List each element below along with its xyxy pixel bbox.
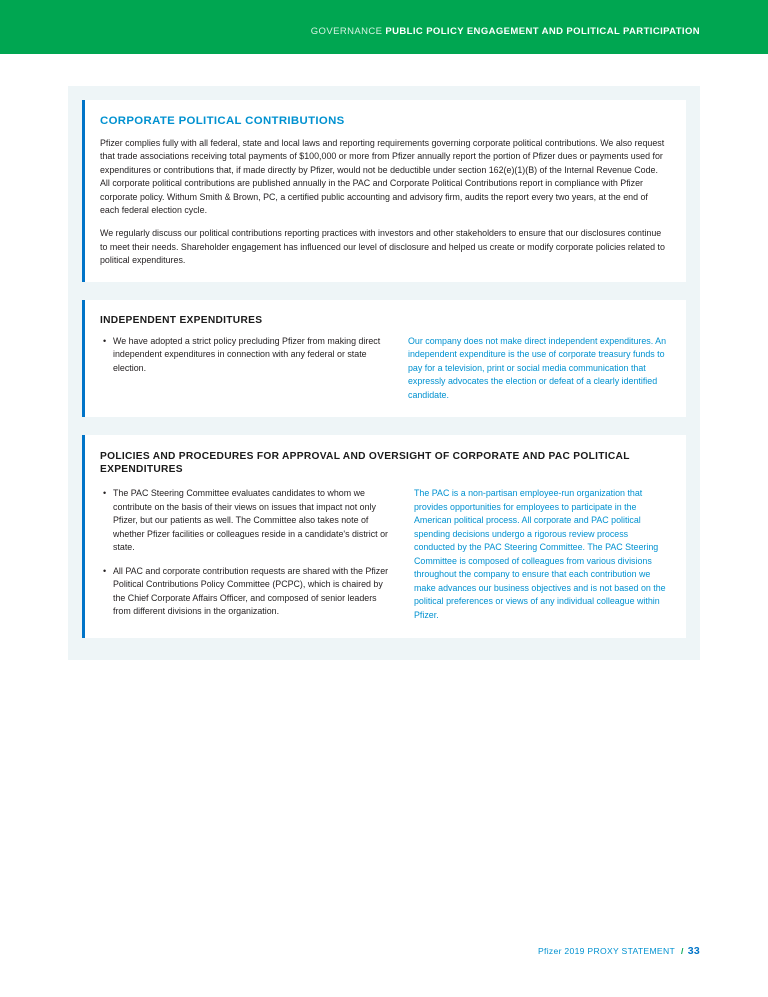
footer-separator: / — [681, 946, 684, 956]
card-title-contributions: CORPORATE POLITICAL CONTRIBUTIONS — [100, 115, 345, 127]
expenditures-columns — [100, 335, 668, 403]
header-breadcrumb — [311, 26, 700, 37]
contributions-paragraph-2: We regularly discuss our political contributions reporting practices with investors and other stakeholders to ensure that our disclosures continue to meet their needs. Shareholder engagement has influenced our level of disclosure and helped us create or modify corporate policies related to political expenditures. — [100, 228, 665, 266]
card-corporate-political-contributions — [82, 100, 686, 282]
expenditures-aside-text: Our company does not make direct independent expenditures. An independent expenditure is the use of corporate treasury funds to pay for a television, print or social media communication that expressly advocates the election or defeat of a clearly identified candidate. — [408, 335, 667, 400]
policies-bullet-list — [100, 487, 392, 619]
expenditures-bullets-column — [100, 335, 382, 376]
expenditures-aside-column — [408, 335, 668, 403]
card-accent-bar — [82, 300, 85, 417]
footer-page-number: 33 — [687, 945, 700, 957]
contributions-paragraph-1: Pfizer complies fully with all federal, state and local laws and reporting requirements governing corporate political contributions. We also request that trade associations receiving total payments of $100,000 or more from Pfizer annually report the portion of Pfizer dues or payments used for expenditures or contributions that, if made directly by Pfizer, would not be deductible under section 162(e)(1)(B) of the Internal Revenue Code. All corporate political contributions are published annually in the PAC and Corporate Political Contributions report in compliance with Pfizer corporate policy. Withum Smith & Brown, PC, a certified public accounting and advisory firm, audits the report every two years, at the end of each federal election cycle. — [100, 137, 665, 216]
card-independent-expenditures — [82, 300, 686, 417]
content-inner — [68, 86, 700, 660]
header-title: PUBLIC POLICY ENGAGEMENT AND POLITICAL PARTICIPATION — [385, 26, 700, 37]
card-title-independent-expenditures: INDEPENDENT EXPENDITURES — [100, 314, 263, 326]
list-item: • We have adopted a strict policy precluding Pfizer from making direct independent expenditures in connection with any federal or state election. — [113, 335, 382, 376]
expenditures-bullet-list — [100, 335, 382, 376]
footer-document-label: Pfizer 2019 PROXY STATEMENT — [537, 946, 676, 956]
list-item: • The PAC Steering Committee evaluates candidates to whom we contribute on the basis of their views on issues that impact not only Pfizer, but our patients as well. The Committee also takes note of whether Pfizer facilities or colleagues reside in a candidate's district or state. — [113, 487, 392, 555]
page-footer — [538, 945, 700, 957]
policies-columns — [100, 487, 668, 622]
content-panel — [68, 86, 700, 660]
card-title-policies: POLICIES AND PROCEDURES FOR APPROVAL AND OVERSIGHT OF CORPORATE AND PAC POLITICAL EXPENDITURES — [100, 450, 630, 475]
policies-bullets-column — [100, 487, 392, 619]
list-item: • All PAC and corporate contribution requests are shared with the Pfizer Political Contributions Policy Committee (PCPC), which is chaired by the Chief Corporate Affairs Officer, and composed of senior leaders from different divisions in the organization. — [113, 565, 392, 619]
policies-aside-text: The PAC is a non-partisan employee-run organization that provides opportunities for employees to participate in the American political process. All corporate and PAC political spending decisions undergo a rigorous review process conducted by the PAC Steering Committee. The PAC Steering Committee is composed of colleagues from various divisions throughout the company to ensure that each contribution we make advances our business objectives and is not based on the political preferences or views of any individual colleague within Pfizer. — [414, 488, 666, 620]
header-section-label: GOVERNANCE — [310, 26, 383, 37]
card-accent-bar — [82, 435, 85, 639]
policies-aside-column — [414, 487, 668, 622]
card-accent-bar — [82, 100, 85, 282]
card-policies-and-procedures — [82, 435, 686, 639]
